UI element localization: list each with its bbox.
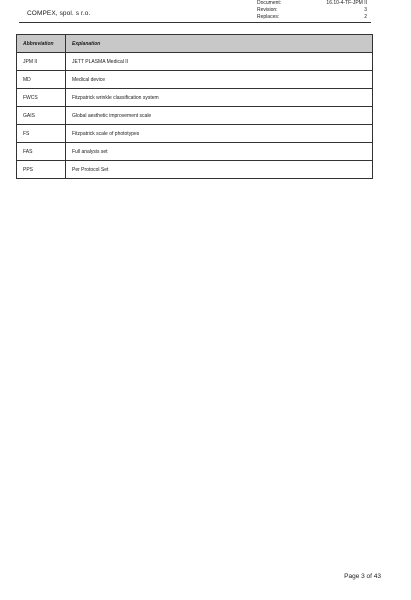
document-meta <box>257 0 367 21</box>
column-header-explanation: Explanation <box>66 35 373 53</box>
company-name: COMPEX, spol. s r.o. <box>27 10 91 17</box>
explanation-cell: Fitzpatrick scale of phototypes <box>66 125 373 143</box>
abbreviation-cell: FS <box>17 125 66 143</box>
meta-value: 2 <box>364 14 367 20</box>
explanation-cell: Fitzpatrick wrinkle classification system <box>66 89 373 107</box>
table-header-row <box>17 35 373 53</box>
abbreviation-cell: FAS <box>17 143 66 161</box>
meta-row-document <box>257 0 367 7</box>
explanation-cell: Per Protocol Set <box>66 161 373 179</box>
explanation-cell: JETT PLASMA Medical II <box>66 53 373 71</box>
header-divider <box>19 22 371 23</box>
abbreviation-cell: JPM II <box>17 53 66 71</box>
abbreviation-cell: PPS <box>17 161 66 179</box>
table-row <box>17 125 373 143</box>
meta-row-replaces <box>257 14 367 21</box>
abbreviation-cell: MD <box>17 71 66 89</box>
meta-value: 16.10-4-TF-JPM II <box>326 0 367 6</box>
table-row <box>17 53 373 71</box>
meta-value: 3 <box>364 7 367 13</box>
column-header-abbreviation: Abbreviation <box>17 35 66 53</box>
table-row <box>17 161 373 179</box>
explanation-cell: Global aesthetic improvement scale <box>66 107 373 125</box>
meta-row-revision <box>257 7 367 14</box>
table-row <box>17 71 373 89</box>
table-row <box>17 107 373 125</box>
abbreviation-cell: GAIS <box>17 107 66 125</box>
abbreviation-table <box>16 34 373 179</box>
table-row <box>17 143 373 161</box>
explanation-cell: Full analysis set <box>66 143 373 161</box>
meta-label: Revision: <box>257 7 278 13</box>
meta-label: Document: <box>257 0 282 6</box>
table-row <box>17 89 373 107</box>
abbreviation-cell: FWCS <box>17 89 66 107</box>
page-number: Page 3 of 43 <box>344 573 381 580</box>
meta-label: Replaces: <box>257 14 280 20</box>
explanation-cell: Medical device <box>66 71 373 89</box>
